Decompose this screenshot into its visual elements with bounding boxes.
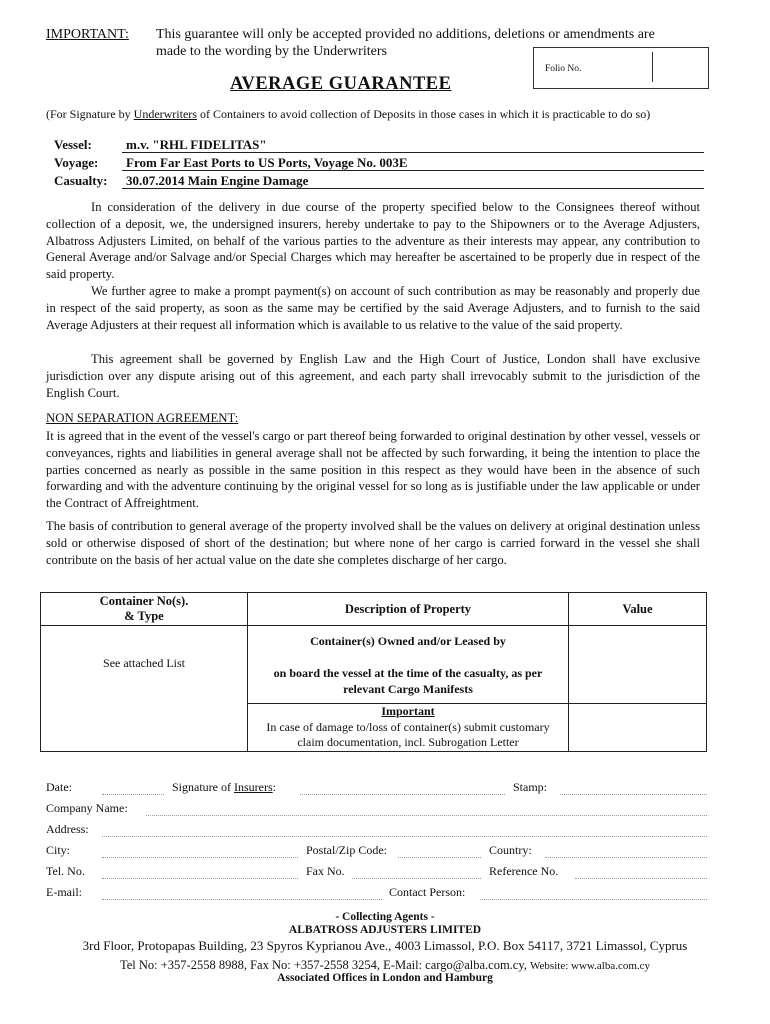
description-cell bbox=[248, 626, 569, 704]
collecting-agents: - Collecting Agents - bbox=[335, 911, 435, 923]
reference-label: Reference No. bbox=[489, 864, 559, 878]
footer-contact-main: Tel No: +357-2558 8988, Fax No: +357-2558 3254, E-Mail: cargo@alba.com.cy, bbox=[119, 958, 531, 972]
important-note-heading: Important bbox=[381, 704, 435, 719]
table-header-value: Value bbox=[569, 593, 707, 626]
important-line2: made to the wording by the Underwriters bbox=[156, 44, 387, 59]
address-input[interactable] bbox=[102, 836, 707, 837]
subtitle-underwriters: Underwriters bbox=[133, 107, 197, 121]
subtitle-post: of Containers to avoid collection of Deposits in those cases in which it is practicable to do so) bbox=[196, 107, 651, 121]
city-label: City: bbox=[46, 843, 71, 857]
footer-company: ALBATROSS ADJUSTERS LIMITED bbox=[288, 924, 482, 936]
vessel-label: Vessel: bbox=[54, 137, 92, 152]
company-name-input[interactable] bbox=[146, 815, 707, 816]
see-attached-list: See attached List bbox=[103, 656, 185, 670]
signature-input[interactable] bbox=[300, 794, 505, 795]
onboard-line2: relevant Cargo Manifests bbox=[343, 682, 473, 696]
email-label: E-mail: bbox=[46, 885, 82, 899]
paragraph-non-separation: It is agreed that in the event of the vessel's cargo or part thereof being forwarded to original destination by other vessel, vessels or conveyances, rights and liabilities in general average shall not be affected by such forwarding, it being the intention to place the parties concerned as nearly as possible in the same position in this respect as they would have been in the absence of such forwarding and with the adventure continuing by the original vessel for so long as is justifiable under the law applicable or under the Contract of Affreightment. bbox=[46, 429, 700, 511]
voyage-value: From Far East Ports to US Ports, Voyage No. 003E bbox=[126, 155, 408, 170]
value-cell-2 bbox=[569, 704, 707, 752]
paragraph-english-law: This agreement shall be governed by English Law and the High Court of Justice, London shall have exclusive jurisdiction over any dispute arising out of this agreement, and each party shall irrevocably submit to the jurisdiction of the English Court. bbox=[46, 352, 700, 400]
postal-input[interactable] bbox=[398, 857, 481, 858]
folio-box bbox=[533, 47, 709, 89]
table-header-container bbox=[41, 593, 248, 626]
casualty-value: 30.07.2014 Main Engine Damage bbox=[126, 173, 309, 188]
table-header-description: Description of Property bbox=[248, 593, 569, 626]
voyage-label: Voyage: bbox=[54, 155, 99, 170]
important-line1: This guarantee will only be accepted provided no additions, deletions or amendments are bbox=[156, 27, 655, 42]
contact-person-input[interactable] bbox=[480, 899, 707, 900]
signature-pre: Signature of bbox=[172, 780, 234, 794]
city-input[interactable] bbox=[102, 857, 298, 858]
tel-input[interactable] bbox=[102, 878, 298, 879]
paragraph-prompt-payment: We further agree to make a prompt payment(s) on account of such contribution as may be reasonably and properly due in respect of the said property, as soon as the same may be certified by the said Average Adjusters, and to furnish to the said Average Adjusters at their request all information which is available to us relative to the value of the said property. bbox=[46, 284, 700, 332]
property-table bbox=[40, 592, 707, 752]
value-cell bbox=[569, 626, 707, 704]
header-container-line1: Container No(s). bbox=[99, 594, 189, 608]
stamp-label: Stamp: bbox=[513, 780, 548, 794]
vessel-value: m.v. "RHL FIDELITAS" bbox=[126, 137, 267, 152]
header-container-line2: & Type bbox=[124, 609, 164, 623]
vessel-line bbox=[122, 152, 704, 153]
stamp-input[interactable] bbox=[560, 794, 707, 795]
country-label: Country: bbox=[489, 843, 532, 857]
container-list-cell bbox=[41, 626, 248, 752]
email-input[interactable] bbox=[102, 899, 382, 900]
important-note-cell bbox=[248, 704, 569, 752]
date-input[interactable] bbox=[102, 794, 164, 795]
paragraph-basis-contribution: The basis of contribution to general average of the property involved shall be the values on delivery at original destination unless sold or otherwise disposed of short of the destination; but where none of her cargo is carried forward in the vessel she shall contribute on the basis of her actual value on the date she completes discharge of her cargo. bbox=[46, 519, 700, 567]
subtitle-pre: (For Signature by bbox=[46, 107, 134, 121]
footer-website: Website: www.alba.com.cy bbox=[530, 960, 651, 972]
damage-line1: In case of damage to/loss of container(s) submit customary bbox=[266, 719, 550, 734]
non-separation-heading: NON SEPARATION AGREEMENT: bbox=[46, 411, 239, 425]
fax-label: Fax No. bbox=[306, 864, 345, 878]
paragraph-consideration: In consideration of the delivery in due course of the property specified below to the Consignees thereof without collection of a deposit, we, the undersigned insurers, hereby undertake to pay to the Shipowners or to the Average Adjusters, Albatross Adjusters Limited, on behalf of the various parties to the adventure as their interests may appear, any contribution to General Average and/or Salvage and/or Special Charges which may hereafter be ascertained to be properly due in respect of the said property. bbox=[46, 200, 700, 282]
owned-leased-text: Container(s) Owned and/or Leased by bbox=[310, 634, 506, 648]
contact-person-label: Contact Person: bbox=[389, 885, 466, 899]
address-label: Address: bbox=[46, 822, 89, 836]
signature-label bbox=[172, 780, 276, 795]
casualty-label: Casualty: bbox=[54, 173, 108, 188]
country-input[interactable] bbox=[545, 857, 707, 858]
reference-input[interactable] bbox=[575, 878, 707, 879]
tel-label: Tel. No. bbox=[46, 864, 85, 878]
signature-post: : bbox=[272, 780, 276, 794]
company-name-label: Company Name: bbox=[46, 801, 128, 815]
voyage-line bbox=[122, 170, 704, 171]
folio-label: Folio No. bbox=[545, 64, 582, 74]
footer-offices: Associated Offices in London and Hamburg bbox=[277, 972, 493, 984]
postal-label: Postal/Zip Code: bbox=[306, 843, 387, 857]
folio-divider bbox=[652, 52, 653, 82]
casualty-line bbox=[122, 188, 704, 189]
date-label: Date: bbox=[46, 780, 72, 794]
important-label: IMPORTANT: bbox=[46, 27, 129, 42]
footer-address: 3rd Floor, Protopapas Building, 23 Spyros Kyprianou Ave., 4003 Limassol, P.O. Box 54117, 3721 Limassol, Cyprus bbox=[82, 938, 688, 953]
subtitle bbox=[46, 107, 650, 122]
onboard-line1: on board the vessel at the time of the casualty, as per bbox=[273, 666, 543, 680]
page-title: AVERAGE GUARANTEE bbox=[230, 74, 452, 94]
damage-line2: claim documentation, incl. Subrogation Letter bbox=[297, 735, 519, 750]
signature-insurers: Insurers bbox=[234, 780, 273, 794]
fax-input[interactable] bbox=[352, 878, 481, 879]
